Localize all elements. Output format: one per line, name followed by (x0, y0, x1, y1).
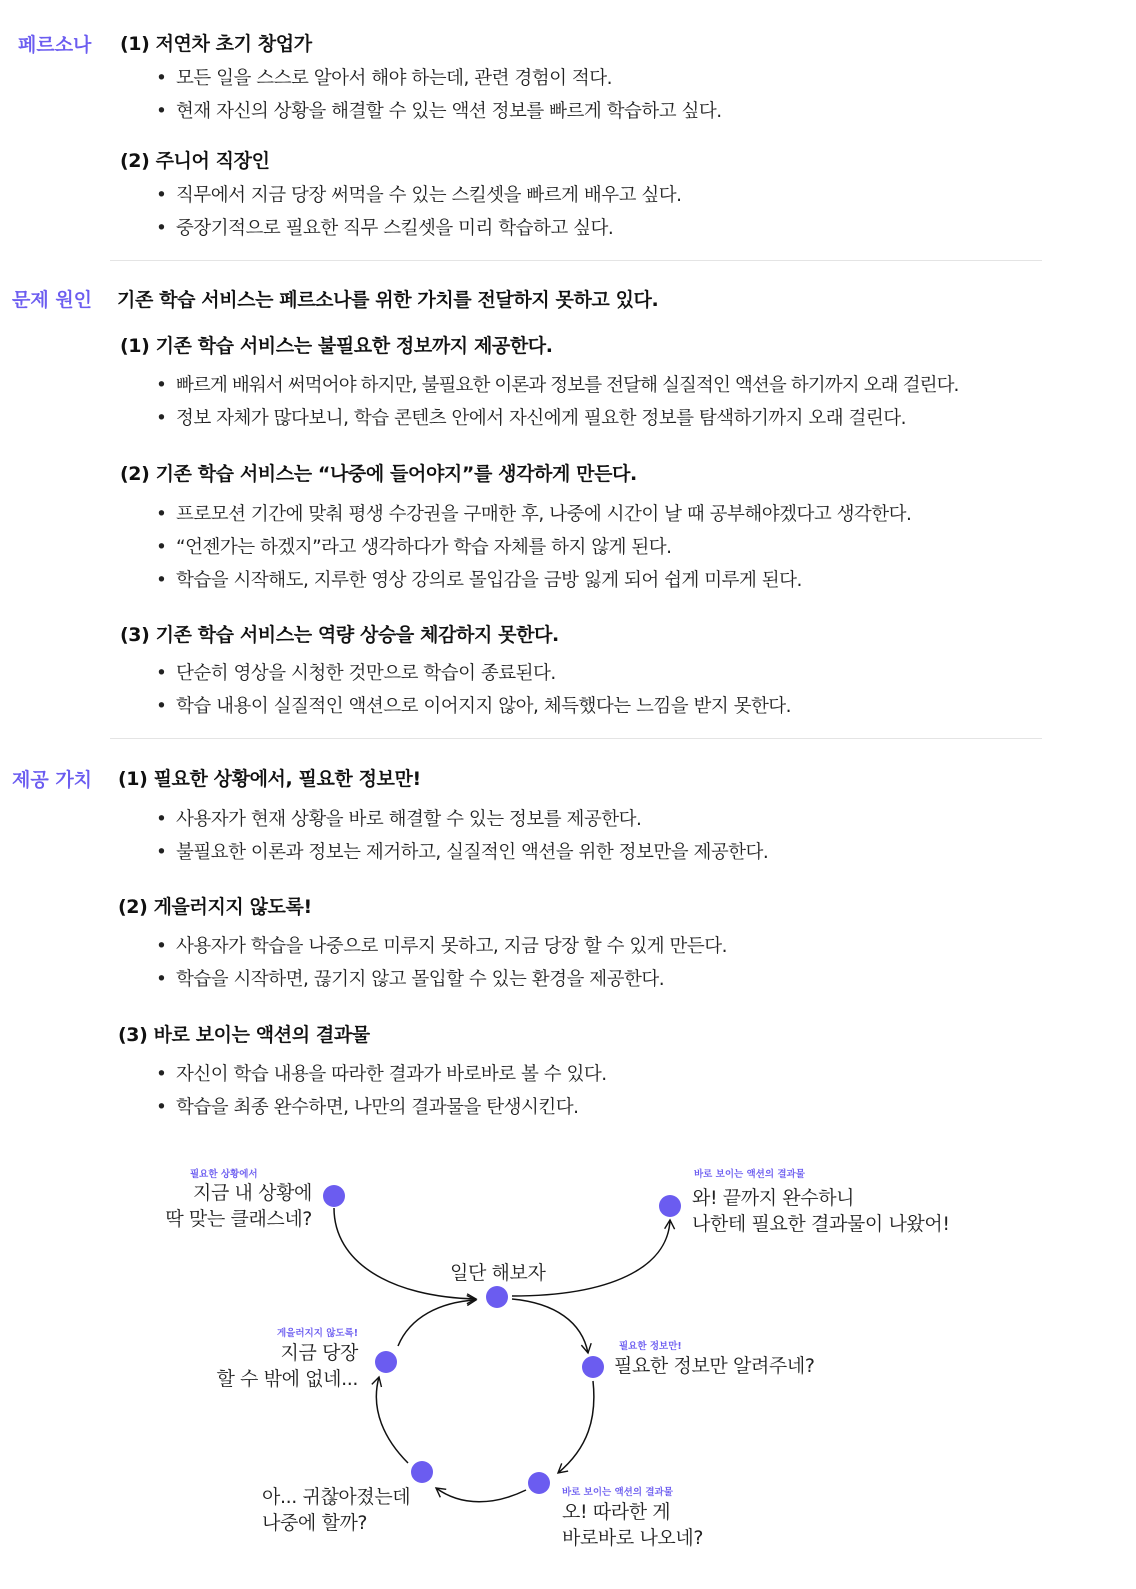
problem-group-3-title: (3) 기존 학습 서비스는 역량 상승을 체감하지 못한다. (120, 624, 559, 646)
bullet: • (156, 842, 167, 863)
node-dot-center (486, 1286, 508, 1308)
bullet: • (156, 696, 167, 717)
diagram-caption-end: 바로 보이는 액션의 결과물 (694, 1169, 805, 1180)
bullet: • (156, 68, 167, 89)
node-dot-end (659, 1195, 681, 1217)
node-dot-now (375, 1351, 397, 1373)
bullet: • (156, 570, 167, 591)
bullet: • (156, 1064, 167, 1085)
section-label-value: 제공 가치 (12, 769, 93, 791)
node-dot-info (582, 1356, 604, 1378)
bullet: • (156, 375, 167, 396)
diagram-line: 오! 따라한 게 (562, 1501, 671, 1523)
list-item-text: 사용자가 현재 상황을 바로 해결할 수 있는 정보를 제공한다. (176, 809, 642, 830)
arrow-lazy-to-now (376, 1377, 408, 1463)
problem-headline: 기존 학습 서비스는 페르소나를 위한 가치를 전달하지 못하고 있다. (117, 289, 659, 311)
diagram-line: 와! 끝까지 완수하니 (692, 1187, 855, 1209)
node-dot-start (323, 1185, 345, 1207)
list-item-text: 모든 일을 스스로 알아서 해야 하는데, 관련 경험이 적다. (176, 68, 612, 89)
diagram-line: 지금 당장 (280, 1342, 358, 1364)
bullet: • (156, 809, 167, 830)
diagram-line: 지금 내 상황에 (192, 1182, 312, 1204)
diagram-caption-result: 바로 보이는 액션의 결과물 (562, 1487, 673, 1498)
diagram-text-center: 일단 해보자 (450, 1262, 546, 1284)
list-item-text: 중장기적으로 필요한 직무 스킬셋을 미리 학습하고 싶다. (176, 218, 614, 239)
list-item-text: 현재 자신의 상황을 해결할 수 있는 액션 정보를 빠르게 학습하고 싶다. (176, 101, 722, 122)
diagram-line: 아... 귀찮아졌는데 (262, 1486, 411, 1508)
section-label-problem: 문제 원인 (12, 289, 93, 311)
diagram-text-result (562, 1499, 703, 1551)
arrow-now-to-center (398, 1300, 476, 1346)
list-item-text: 학습 내용이 실질적인 액션으로 이어지지 않아, 체득했다는 느낌을 받지 못한다. (176, 696, 792, 717)
node-dot-result (528, 1472, 550, 1494)
value-group-3-title: (3) 바로 보이는 액션의 결과물 (118, 1024, 370, 1046)
bullet: • (156, 1097, 167, 1118)
diagram-line: 필요한 정보만 알려주네? (614, 1355, 815, 1377)
diagram-line: 나중에 할까? (262, 1512, 368, 1534)
arrow-info-to-result (558, 1381, 594, 1473)
bullet: • (156, 663, 167, 684)
list-item-text: 빠르게 배워서 써먹어야 하지만, 불필요한 이론과 정보를 전달해 실질적인 액션을 하기까지 오래 걸린다. (176, 375, 959, 396)
diagram-line: 딱 맞는 클래스네? (165, 1208, 312, 1230)
bullet: • (156, 408, 167, 429)
diagram-text-info (614, 1353, 815, 1379)
problem-group-2-title: (2) 기존 학습 서비스는 “나중에 들어야지”를 생각하게 만든다. (120, 463, 637, 485)
list-item-text: 단순히 영상을 시청한 것만으로 학습이 종료된다. (176, 663, 556, 684)
diagram-line: 바로바로 나오네? (562, 1527, 704, 1549)
problem-group-1-title: (1) 기존 학습 서비스는 불필요한 정보까지 제공한다. (120, 335, 553, 357)
diagram-text-start (158, 1180, 312, 1232)
list-item-text: “언젠가는 하겠지”라고 생각하다가 학습 자체를 하지 않게 된다. (176, 537, 672, 558)
list-item-text: 프로모션 기간에 맞춰 평생 수강권을 구매한 후, 나중에 시간이 날 때 공부해야겠다고 생각한다. (176, 504, 912, 525)
list-item-text: 사용자가 학습을 나중으로 미루지 못하고, 지금 당장 할 수 있게 만든다. (176, 936, 727, 957)
diagram-text-lazy (262, 1484, 410, 1536)
list-item-text: 학습을 최종 완수하면, 나만의 결과물을 탄생시킨다. (176, 1097, 579, 1118)
bullet: • (156, 537, 167, 558)
diagram-text-end (692, 1185, 950, 1237)
value-group-2-title: (2) 게을러지지 않도록! (118, 896, 312, 918)
list-item-text: 자신이 학습 내용을 따라한 결과가 바로바로 볼 수 있다. (176, 1064, 607, 1085)
node-dot-lazy (411, 1461, 433, 1483)
persona-group-2-title: (2) 주니어 직장인 (120, 150, 270, 172)
list-item-text: 직무에서 지금 당장 써먹을 수 있는 스킬셋을 빠르게 배우고 싶다. (176, 185, 682, 206)
bullet: • (156, 504, 167, 525)
bullet: • (156, 936, 167, 957)
diagram-line: 할 수 밖에 없네... (216, 1368, 358, 1390)
bullet: • (156, 969, 167, 990)
diagram-line: 나한테 필요한 결과물이 나왔어! (692, 1213, 950, 1235)
list-item-text: 학습을 시작해도, 지루한 영상 강의로 몰입감을 금방 잃게 되어 쉽게 미루게 된다. (176, 570, 802, 591)
value-group-1-title: (1) 필요한 상황에서, 필요한 정보만! (118, 768, 421, 790)
diagram-caption-info: 필요한 정보만! (619, 1341, 682, 1352)
diagram-text-now (200, 1340, 358, 1392)
bullet: • (156, 101, 167, 122)
list-item-text: 불필요한 이론과 정보는 제거하고, 실질적인 액션을 위한 정보만을 제공한다. (176, 842, 769, 863)
bullet: • (156, 185, 167, 206)
arrow-result-to-lazy (436, 1488, 526, 1502)
diagram-caption-now: 게을러지지 않도록! (277, 1328, 359, 1339)
bullet: • (156, 218, 167, 239)
list-item-text: 학습을 시작하면, 끊기지 않고 몰입할 수 있는 환경을 제공한다. (176, 969, 665, 990)
persona-group-1-title: (1) 저연차 초기 창업가 (120, 33, 312, 55)
section-label-persona: 페르소나 (18, 34, 92, 56)
list-item-text: 정보 자체가 많다보니, 학습 콘텐츠 안에서 자신에게 필요한 정보를 탐색하기까지 오래 걸린다. (176, 408, 907, 429)
diagram-caption-start: 필요한 상황에서 (190, 1169, 258, 1180)
arrow-center-to-info (512, 1299, 588, 1353)
